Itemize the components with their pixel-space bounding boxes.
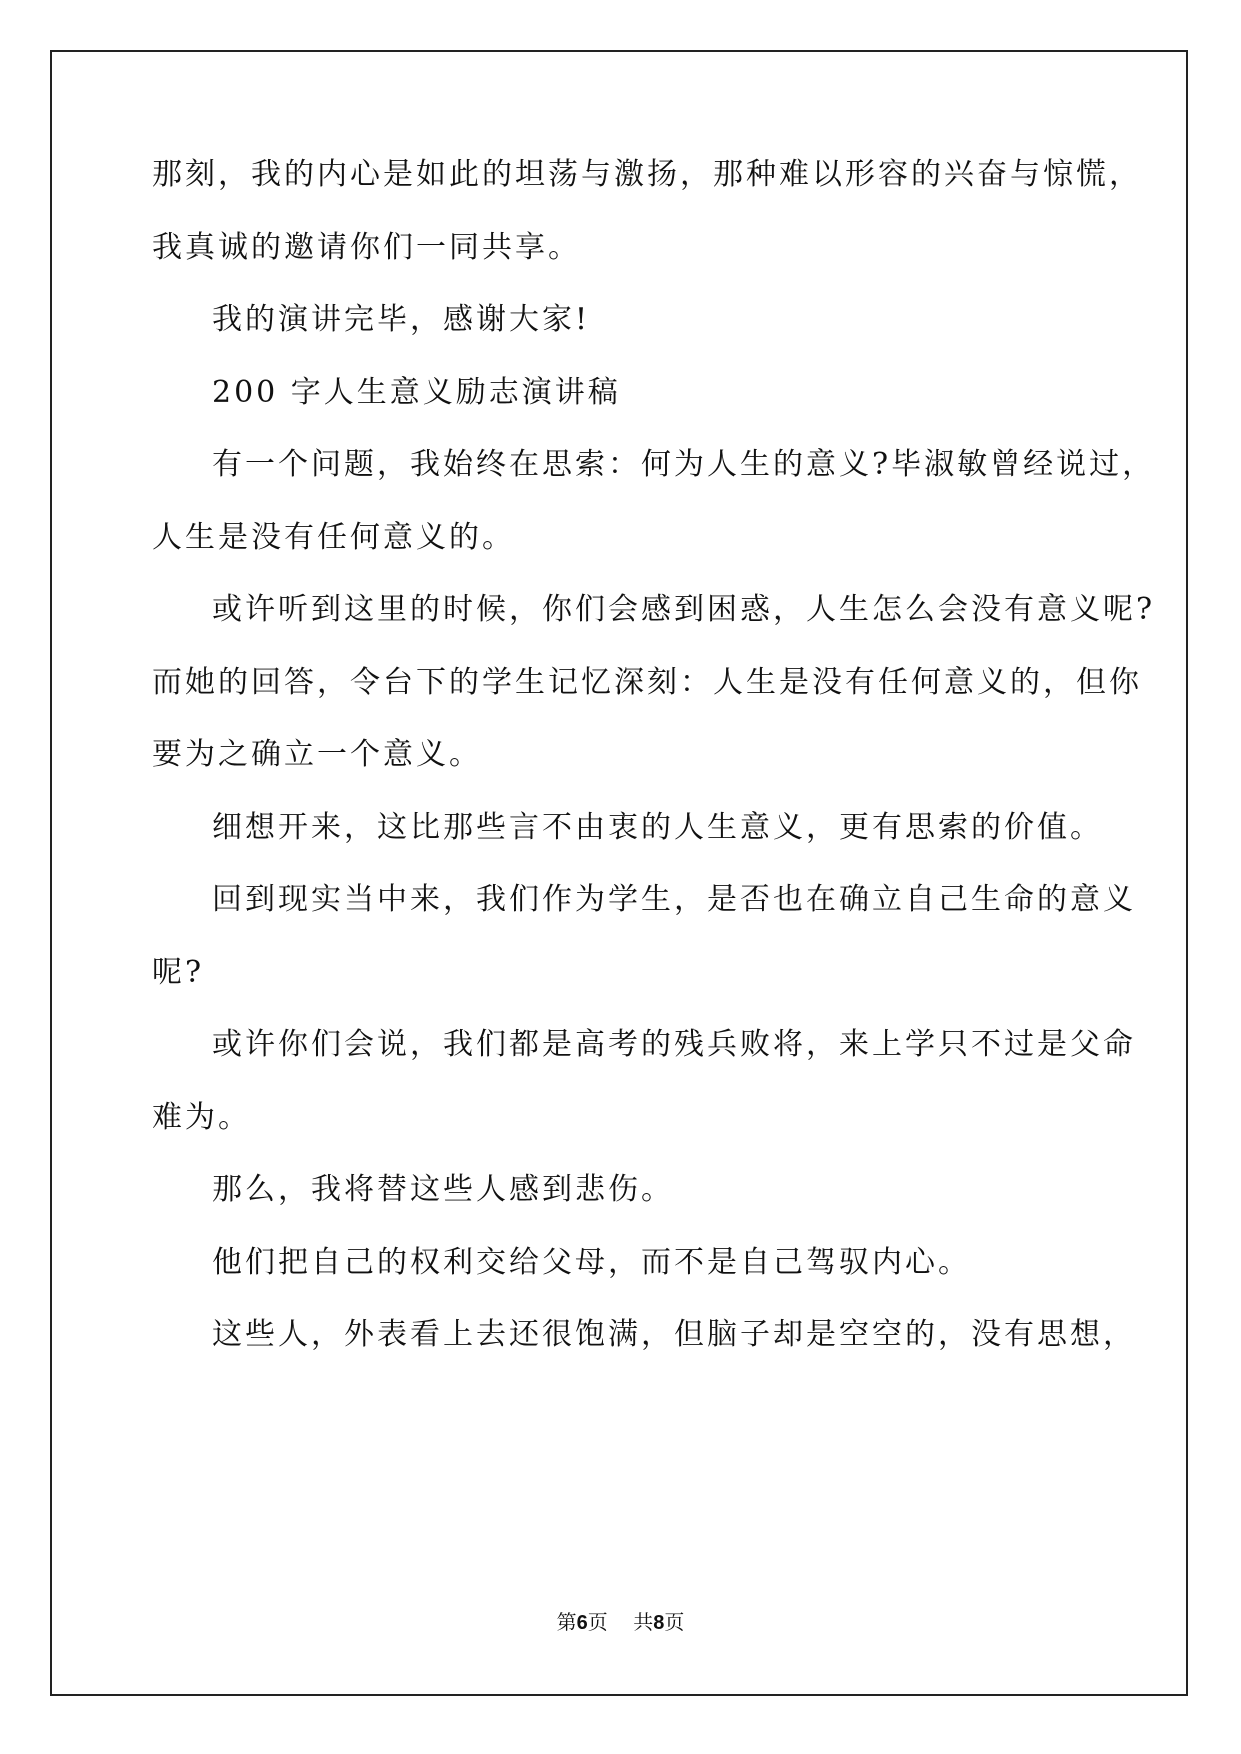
page-prefix: 第 (556, 1610, 577, 1634)
page-border (50, 50, 1188, 1696)
section-heading: 200 字人生意义励志演讲稿 (212, 374, 621, 410)
page-suffix: 页 (587, 1610, 608, 1634)
text-line-16: 他们把自己的权利交给父母，而不是自己驾驭内心。 (212, 1244, 971, 1280)
text-line-14: 难为。 (152, 1099, 251, 1135)
text-line-2: 我真诚的邀请你们一同共享。 (152, 229, 581, 265)
current-page-number: 6 (576, 1612, 588, 1634)
text-line-15: 那么，我将替这些人感到悲伤。 (212, 1172, 674, 1207)
text-line-6: 人生是没有任何意义的。 (152, 519, 515, 555)
total-suffix: 页 (664, 1610, 685, 1634)
text-line-8: 而她的回答，令台下的学生记忆深刻：人生是没有任何意义的，但你 (152, 664, 1142, 700)
page-footer (0, 1606, 1241, 1635)
text-line-17: 这些人，外表看上去还很饱满，但脑子却是空空的，没有思想， (212, 1317, 1136, 1352)
text-line-1: 那刻，我的内心是如此的坦荡与激扬，那种难以形容的兴奋与惊慌， (152, 157, 1142, 192)
text-line-10: 细想开来，这比那些言不由衷的人生意义，更有思索的价值。 (212, 809, 1103, 845)
text-line-13: 或许你们会说，我们都是高考的残兵败将，来上学只不过是父命 (212, 1027, 1136, 1062)
text-line-3: 我的演讲完毕，感谢大家! (212, 302, 591, 337)
text-line-7: 或许听到这里的时候，你们会感到困惑，人生怎么会没有意义呢? (212, 592, 1156, 627)
text-line-11: 回到现实当中来，我们作为学生，是否也在确立自己生命的意义 (212, 882, 1136, 917)
text-line-9: 要为之确立一个意义。 (152, 737, 482, 772)
total-prefix: 共 (633, 1610, 654, 1634)
text-line-5: 有一个问题，我始终在思索：何为人生的意义?毕淑敏曾经说过， (212, 447, 1156, 482)
text-line-12: 呢? (152, 954, 205, 990)
total-pages-number: 8 (653, 1612, 665, 1634)
